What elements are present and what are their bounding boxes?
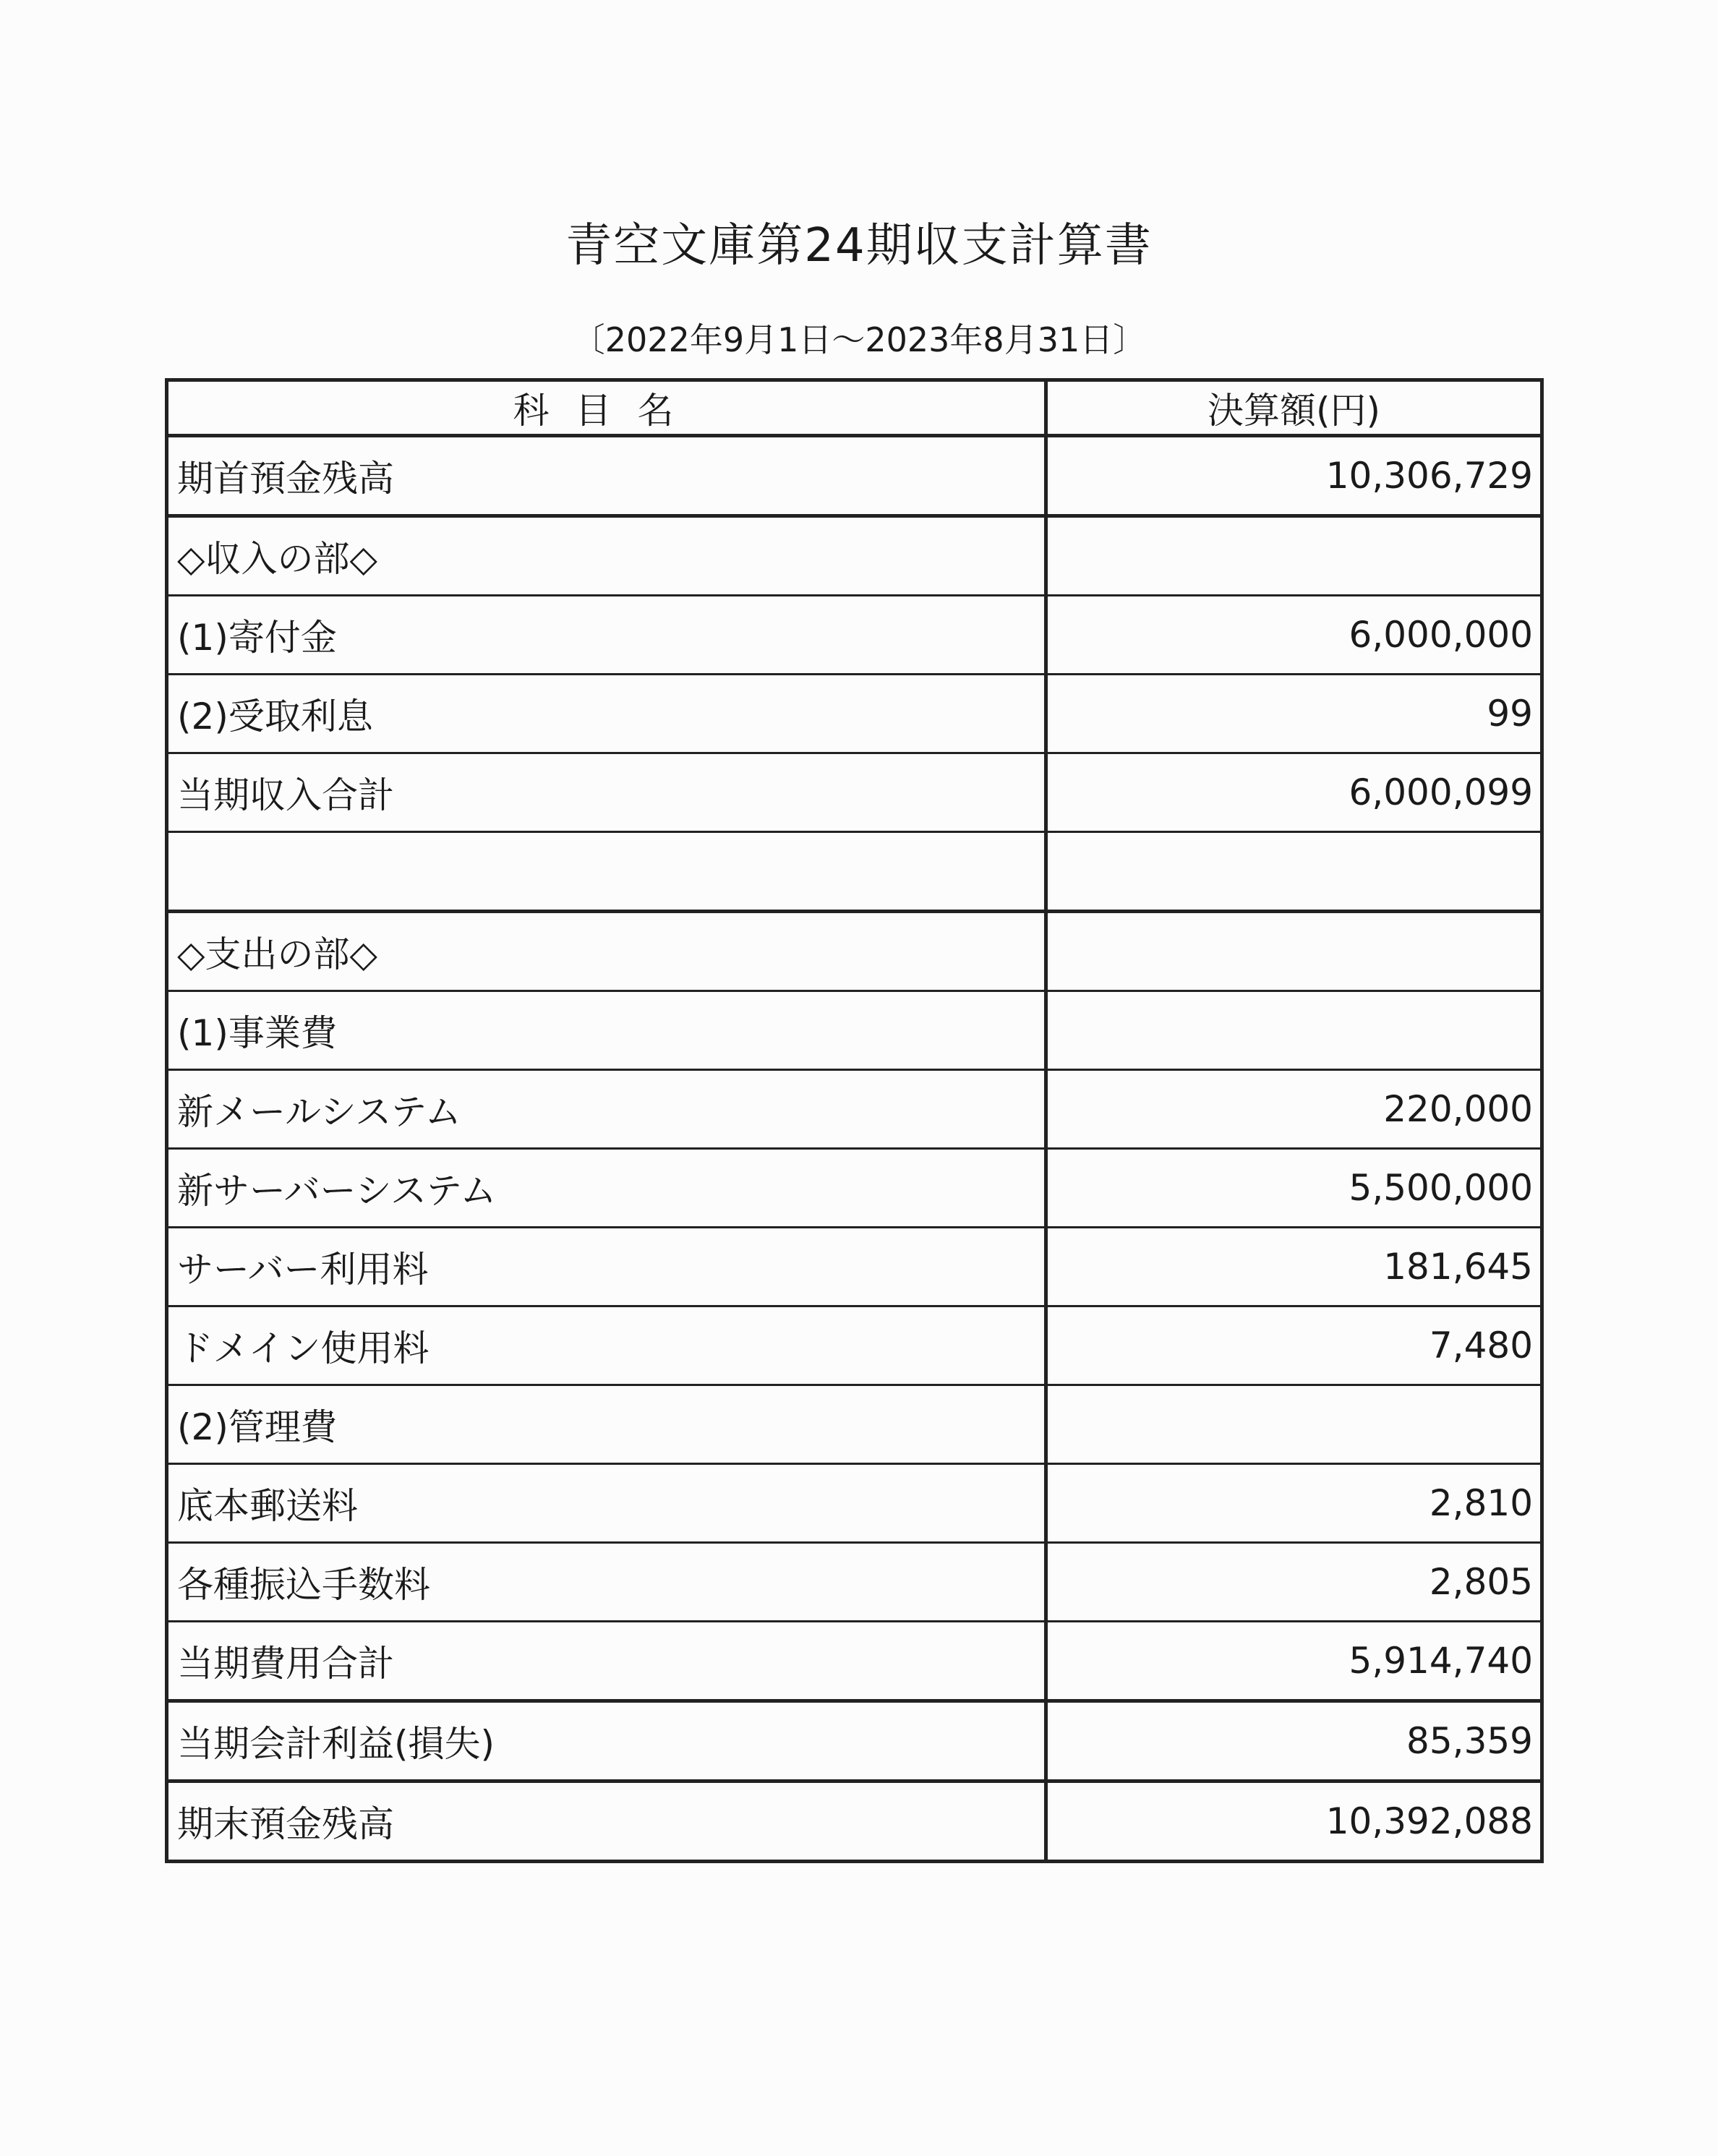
row-amount: 6,000,099 <box>1046 753 1542 832</box>
table-header-row <box>167 380 1542 436</box>
row-item-name: 当期収入合計 <box>167 753 1046 832</box>
row-item-name: 底本郵送料 <box>167 1464 1046 1543</box>
row-amount: 6,000,000 <box>1046 596 1542 675</box>
row-amount: 2,810 <box>1046 1464 1542 1543</box>
section-heading: ◇支出の部◇ <box>167 912 1046 991</box>
table-row <box>167 991 1542 1070</box>
row-amount: 5,914,740 <box>1046 1622 1542 1701</box>
row-amount: 2,805 <box>1046 1543 1542 1622</box>
row-amount: 10,306,729 <box>1046 436 1542 516</box>
table-row <box>167 912 1542 991</box>
table-row <box>167 1622 1542 1701</box>
row-item-name: (2)管理費 <box>167 1385 1046 1464</box>
table-row <box>167 436 1542 516</box>
row-item-name: ドメイン使用料 <box>167 1306 1046 1385</box>
row-amount <box>1046 832 1542 912</box>
fiscal-period: 〔2022年9月1日～2023年8月31日〕 <box>571 320 1147 359</box>
row-item-name: 当期会計利益(損失) <box>167 1701 1046 1781</box>
row-amount: 10,392,088 <box>1046 1781 1542 1862</box>
row-item-name: 期首預金残高 <box>167 436 1046 516</box>
row-amount: 220,000 <box>1046 1070 1542 1149</box>
row-item-name: 各種振込手数料 <box>167 1543 1046 1622</box>
table-row <box>167 1228 1542 1306</box>
row-item-name: (2)受取利息 <box>167 675 1046 753</box>
table-row-blank <box>167 832 1542 912</box>
income-expense-table <box>165 378 1544 1863</box>
row-amount <box>1046 1385 1542 1464</box>
table-row <box>167 753 1542 832</box>
row-amount <box>1046 516 1542 596</box>
header-amount: 決算額(円) <box>1046 380 1542 436</box>
table-row <box>167 1306 1542 1385</box>
header-item-name: 科目名 <box>167 380 1046 436</box>
row-amount <box>1046 912 1542 991</box>
row-amount: 85,359 <box>1046 1701 1542 1781</box>
row-item-name: サーバー利用料 <box>167 1228 1046 1306</box>
row-item-name: 新サーバーシステム <box>167 1149 1046 1228</box>
table-row <box>167 1781 1542 1862</box>
row-amount <box>1046 991 1542 1070</box>
table-row <box>167 675 1542 753</box>
row-amount: 7,480 <box>1046 1306 1542 1385</box>
section-heading: ◇収入の部◇ <box>167 516 1046 596</box>
table-row <box>167 596 1542 675</box>
row-item-name: (1)寄付金 <box>167 596 1046 675</box>
row-amount: 5,500,000 <box>1046 1149 1542 1228</box>
row-item-name: (1)事業費 <box>167 991 1046 1070</box>
row-amount: 99 <box>1046 675 1542 753</box>
row-item-name: 当期費用合計 <box>167 1622 1046 1701</box>
table-row <box>167 516 1542 596</box>
table-row <box>167 1385 1542 1464</box>
table-row <box>167 1543 1542 1622</box>
row-item-name <box>167 832 1046 912</box>
row-amount: 181,645 <box>1046 1228 1542 1306</box>
table-row <box>167 1701 1542 1781</box>
document-title: 青空文庫第24期収支計算書 <box>565 219 1153 273</box>
table-row <box>167 1070 1542 1149</box>
row-item-name: 新メールシステム <box>167 1070 1046 1149</box>
table-row <box>167 1149 1542 1228</box>
table-row <box>167 1464 1542 1543</box>
row-item-name: 期末預金残高 <box>167 1781 1046 1862</box>
